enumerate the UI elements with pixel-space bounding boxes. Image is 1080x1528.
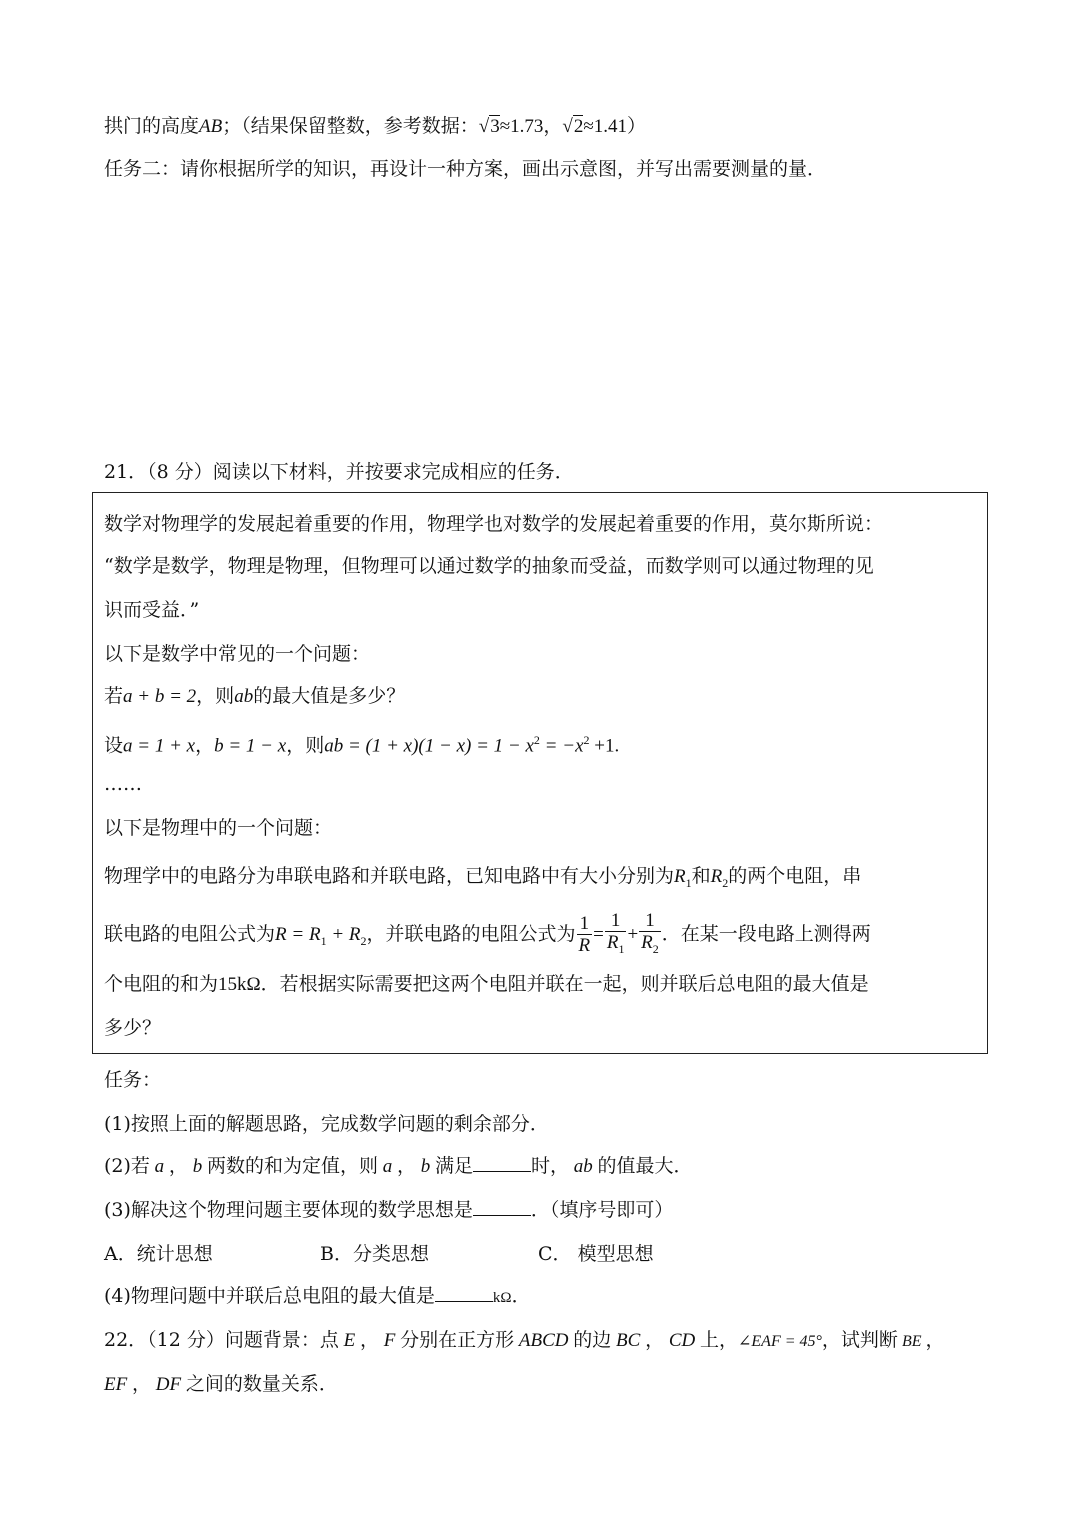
unit: kΩ [492,1290,512,1306]
text: 22．（12 分）问题背景：点 [104,1329,339,1351]
text: 的值最大． [597,1155,693,1177]
text: ，则 [286,734,325,757]
box-p3: 识而受益．” [104,599,200,621]
math-expr: = −x [539,735,584,757]
fraction-1-over-R1: $\frac{1}{R_1}$ [606,909,625,956]
option-b: B．分类思想 [320,1243,429,1265]
text: 的两个电阻，串 [728,865,862,887]
fraction-1-over-R2: $\frac{1}{R_2}$ [641,909,659,956]
text: 物理学中的电路分为串联电路和并联电路，已知电路中有大小分别为 [104,865,675,887]
math-expr: +1. [589,735,620,757]
option-a: A．统计思想 [104,1243,213,1265]
box-p1: 数学对物理学的发展起着重要的作用，物理学也对数学的发展起着重要的作用，莫尔斯所说： [104,513,884,535]
tasks-label: 任务： [104,1069,162,1091]
box-p2: “数学是数学，物理是物理，但物理可以通过数学的抽象而受益，而数学则可以通过物理的见 [104,555,874,577]
answer-blank-4[interactable] [435,1283,493,1302]
text: 设 [104,734,124,757]
text: 满足 [434,1155,473,1177]
math-var: R [674,866,686,887]
text: ．（填序号即可） [530,1199,674,1221]
text: (2)若 [104,1155,150,1177]
text: ， [195,734,215,757]
option-c: C． 模型思想 [538,1243,654,1265]
box-p9: 物理学中的电路分为串联电路和并联电路，已知电路中有大小分别为$R_1$和$R_2$的两个电阻，串 [104,865,862,890]
fraction-1-over-R: $\frac{1}{R}$ [578,912,591,956]
math-var: ab [234,686,254,707]
text: 两数的和为定值，则 [206,1155,378,1177]
task-3 [104,1196,673,1224]
q22-line-1: 22．（12 分）问题背景：点 E ， F 分别在正方形 ABCD 的边 BC ， CD 上，∠EAF = 45°，试判断 BE ， [104,1329,945,1351]
text: ． [511,1285,531,1307]
math-expr: b = 1 − x [214,735,287,757]
sqrt2-approx: √2≈1.41 [562,116,628,137]
value: ≈1.41 [583,116,628,137]
text: ， [543,115,563,137]
box-p4: 以下是数学中常见的一个问题： [104,643,371,665]
text: 拱门的高度 [104,115,200,137]
answer-blank-3[interactable] [473,1197,531,1216]
text: 之间的数量关系． [185,1373,338,1395]
angle-condition: ∠EAF = 45° [738,1333,822,1350]
text: ；（结果保留整数，参考数据： [222,115,479,137]
text: 联电路的电阻公式为 [104,923,276,945]
text: (4)物理问题中并联后总电阻的最大值是 [104,1285,435,1307]
math-expr: ab = (1 + x)(1 − x) = 1 − x [324,735,534,757]
math-var: R [710,866,723,887]
text: ） [627,115,647,137]
text: ，并联电路的电阻公式为 [366,923,576,945]
value: ≈1.73 [499,116,544,137]
box-p12: 多少？ [104,1017,162,1039]
box-p10: 联电路的电阻公式为$R = R_1 + R_2$，并联电路的电阻公式为 $\frac{1}{R}$ = $\frac{1}{R_1}$ + $\frac{1}{R_2}$ ．在某一段电路上测得两 [104,906,871,969]
text: ，则 [196,685,235,707]
task-4 [104,1282,531,1312]
math-expr: a + b = 2 [123,686,197,707]
box-p5 [104,682,405,711]
prev-question-line-1 [104,112,646,141]
box-p11 [104,970,869,999]
math-expr: R = R [275,924,321,945]
q22-line-2: EF ， DF 之间的数量关系． [104,1373,338,1395]
text: 时， [530,1155,569,1177]
text: 分别在正方形 [400,1329,515,1351]
text: 上， [699,1329,738,1351]
text: (3)解决这个物理问题主要体现的数学思想是 [104,1199,473,1221]
task-two: 任务二：请你根据所学的知识，再设计一种方案，画出示意图，并写出需要测量的量． [104,158,827,180]
text: ．若根据实际需要把这两个电阻并联在一起，则并联后总电阻的最大值是 [260,973,869,995]
task-1: (1)按照上面的解题思路，完成数学问题的剩余部分． [104,1113,549,1135]
task-2: (2)若 a ， b 两数的和为定值，则 a ， b 满足 时， ab 的值最大． [104,1155,693,1177]
resistance-value: 15kΩ [218,974,261,995]
text: ，试判断 [821,1329,898,1351]
text: 的最大值是多少？ [253,685,406,707]
text: ．在某一段电路上测得两 [661,923,871,945]
box-p7-ellipsis: …… [104,773,142,795]
math-var: AB [199,116,223,137]
text: 个电阻的和为 [104,973,219,995]
text: 和 [691,865,711,887]
sqrt3-approx: √3≈1.73 [478,116,544,137]
text: 的边 [573,1329,612,1351]
q21-heading: 21．（8 分）阅读以下材料，并按要求完成相应的任务． [104,461,574,483]
text: 若 [104,685,124,707]
answer-blank-2[interactable] [473,1153,531,1172]
box-p8: 以下是物理中的一个问题： [104,817,333,839]
box-p6: 设a = 1 + x，b = 1 − x，则ab = $(1 + x)(1 - x) = 1 - x^2 = -x^2 +1$. [104,733,620,757]
math-expr: a = 1 + x [123,735,196,757]
